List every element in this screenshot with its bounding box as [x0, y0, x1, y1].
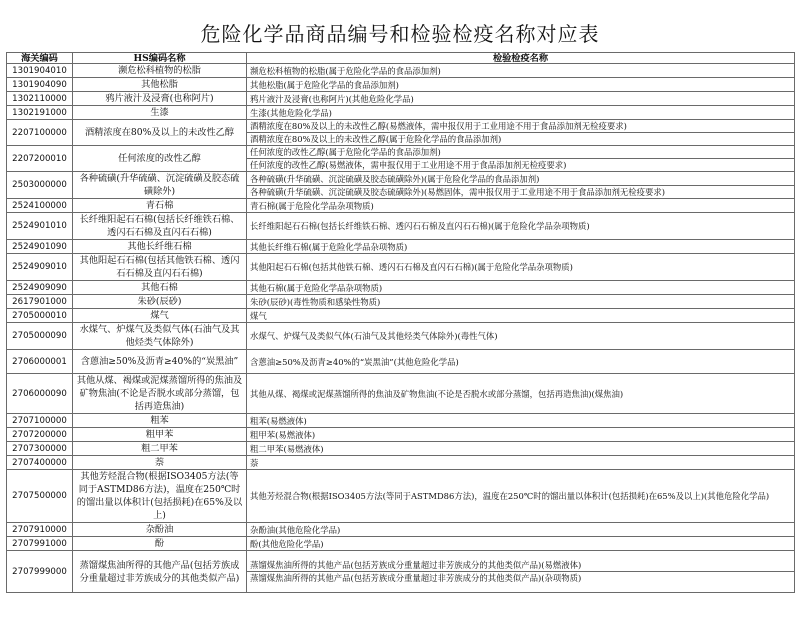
inspection-name-line: 朱砂(辰砂)(毒性物质和感染性物质): [250, 296, 381, 307]
table-row: [7, 551, 795, 593]
hs-name-cell: 酒精浓度在80%及以上的未改性乙醇: [73, 120, 247, 146]
hs-name-cell: 粗甲苯: [73, 428, 247, 442]
table-row: [7, 146, 795, 172]
inspection-name-line: 任何浓度的改性乙醇(属于危险化学品的食品添加剂): [247, 146, 794, 159]
hs-name-cell: 蒸馏煤焦油所得的其他产品(包括芳族成分重量超过非芳族成分的其他类似产品): [73, 551, 247, 593]
table-row: [7, 120, 795, 146]
customs-code-cell: 1302191000: [7, 106, 73, 120]
table-row: [7, 414, 795, 428]
table-row: [7, 92, 795, 106]
table-row: [7, 295, 795, 309]
inspection-name-cell: [247, 254, 795, 281]
inspection-name-cell: [247, 309, 795, 323]
hs-name-cell: 其他石棉: [73, 281, 247, 295]
inspection-name-line: 其他松脂(属于危险化学品的食品添加剂): [250, 79, 399, 90]
table-row: [7, 350, 795, 374]
hs-name-cell: 长纤维阳起石石棉(包括长纤维铁石棉、透闪石石棉及直闪石石棉): [73, 213, 247, 240]
inspection-name-line: 粗甲苯(易燃液体): [250, 429, 316, 440]
inspection-name-line: 粗苯(易燃液体): [250, 415, 307, 426]
header-customs-code: 海关编码: [7, 53, 73, 64]
hs-name-cell: 含蒽油≥50%及沥青≥40%的“炭黑油”: [73, 350, 247, 374]
inspection-name-cell: [247, 428, 795, 442]
inspection-name-line: 含蒽油≥50%及沥青≥40%的“炭黑油”(其他危险化学品): [250, 356, 459, 367]
inspection-name-line: 各种硫磺(升华硫磺、沉淀硫磺及胶态硫磺除外)(属于危险化学品的食品添加剂): [247, 173, 794, 186]
inspection-name-line: 蒸馏煤焦油所得的其他产品(包括芳族成分重量超过非芳族成分的其他类似产品)(杂项物质): [250, 573, 582, 583]
inspection-name-line: 蒸馏煤焦油所得的其他产品(包括芳族成分重量超过非芳族成分的其他类似产品)(易燃液体): [247, 559, 794, 572]
hs-name-cell: 青石棉: [73, 199, 247, 213]
hs-name-cell: 煤气: [73, 309, 247, 323]
inspection-name-line: 濒危松科植物的松脂(属于危险化学品的食品添加剂): [250, 65, 441, 76]
hs-name-cell: 水煤气、炉煤气及类似气体(石油气及其他烃类气体除外): [73, 323, 247, 350]
customs-code-cell: 2707100000: [7, 414, 73, 428]
inspection-name-line: 任何浓度的改性乙醇(易燃液体，需申报仅用于工业用途不用于食品添加剂无检疫要求): [250, 160, 567, 170]
inspection-name-cell: [247, 442, 795, 456]
hs-name-cell: 其他松脂: [73, 78, 247, 92]
customs-code-cell: 2705000090: [7, 323, 73, 350]
inspection-name-line: 其他芳烃混合物(根据ISO3405方法(等同于ASTMD86方法)，温度在250℃时的馏出量以体积计(包括损耗)在65%及以上)(其他危险化学品): [250, 491, 770, 501]
inspection-name-cell: [247, 199, 795, 213]
table-row: [7, 374, 795, 414]
inspection-name-cell: [247, 456, 795, 470]
customs-code-cell: 2503000000: [7, 172, 73, 199]
hs-name-cell: 粗二甲苯: [73, 442, 247, 456]
table-row: [7, 213, 795, 240]
inspection-name-cell: [247, 374, 795, 414]
inspection-name-cell: [247, 350, 795, 374]
hs-name-cell: 生漆: [73, 106, 247, 120]
correspondence-table: [6, 52, 795, 593]
inspection-name-line: 其他长纤维石棉(属于危险化学品杂项物质): [250, 241, 408, 252]
table-row: [7, 281, 795, 295]
inspection-name-line: 杂酚油(其他危险化学品): [250, 524, 341, 535]
inspection-name-cell: [247, 470, 795, 523]
table-row: [7, 78, 795, 92]
inspection-name-cell: [247, 523, 795, 537]
hs-name-cell: 酚: [73, 537, 247, 551]
table-row: [7, 106, 795, 120]
hs-name-cell: 其他从煤、褐煤或泥煤蒸馏所得的焦油及矿物焦油(不论是否脱水或部分蒸馏，包括再造焦油): [73, 374, 247, 414]
inspection-name-line: 酚(其他危险化学品): [250, 538, 324, 549]
inspection-name-cell: [247, 213, 795, 240]
inspection-name-line: 酒精浓度在80%及以上的未改性乙醇(属于危险化学品的食品添加剂): [250, 134, 502, 144]
inspection-name-line: 长纤维阳起石石棉(包括长纤维铁石棉、透闪石石棉及直闪石石棉)(属于危险化学品杂项物质): [250, 221, 590, 231]
inspection-name-cell: [247, 64, 795, 78]
hs-name-cell: 其他长纤维石棉: [73, 240, 247, 254]
customs-code-cell: 2706000001: [7, 350, 73, 374]
table-row: [7, 428, 795, 442]
customs-code-cell: 2705000010: [7, 309, 73, 323]
inspection-name-cell: [247, 323, 795, 350]
header-inspection-name: 检验检疫名称: [247, 53, 795, 64]
header-hs-name: HS编码名称: [73, 53, 247, 64]
inspection-name-cell: [247, 120, 795, 146]
table-row: [7, 64, 795, 78]
customs-code-cell: 2524909090: [7, 281, 73, 295]
customs-code-cell: 2707910000: [7, 523, 73, 537]
inspection-name-line: 酒精浓度在80%及以上的未改性乙醇(易燃液体，需申报仅用于工业用途不用于食品添加剂无检疫要求): [247, 120, 794, 133]
inspection-name-cell: [247, 551, 795, 593]
hs-name-cell: 任何浓度的改性乙醇: [73, 146, 247, 172]
hs-name-cell: 朱砂(辰砂): [73, 295, 247, 309]
table-row: [7, 323, 795, 350]
customs-code-cell: 2524909010: [7, 254, 73, 281]
inspection-name-line: 其他阳起石石棉(包括其他铁石棉、透闪石石棉及直闪石石棉)(属于危险化学品杂项物质): [250, 262, 573, 272]
customs-code-cell: 2707991000: [7, 537, 73, 551]
customs-code-cell: 2617901000: [7, 295, 73, 309]
inspection-name-line: 煤气: [250, 310, 267, 321]
customs-code-cell: 1301904010: [7, 64, 73, 78]
table-row: [7, 523, 795, 537]
table-row: [7, 456, 795, 470]
inspection-name-line: 青石棉(属于危险化学品杂项物质): [250, 200, 374, 211]
hs-name-cell: 濒危松科植物的松脂: [73, 64, 247, 78]
hs-name-cell: 其他阳起石石棉(包括其他铁石棉、透闪石石棉及直闪石石棉): [73, 254, 247, 281]
inspection-name-line: 各种硫磺(升华硫磺、沉淀硫磺及胶态硫磺除外)(易燃固体，需申报仅用于工业用途不用于食品添加剂无检疫要求): [250, 186, 666, 197]
inspection-name-line: 水煤气、炉煤气及类似气体(石油气及其他烃类气体除外)(毒性气体): [250, 331, 498, 341]
inspection-name-cell: [247, 106, 795, 120]
hs-name-cell: 各种硫磺(升华硫磺、沉淀硫磺及胶态硫磺除外): [73, 172, 247, 199]
hs-name-cell: 萘: [73, 456, 247, 470]
customs-code-cell: 2524901090: [7, 240, 73, 254]
inspection-name-line: 生漆(其他危险化学品): [250, 107, 332, 118]
inspection-name-cell: [247, 146, 795, 172]
table-body: [7, 64, 795, 593]
inspection-name-line: 萘: [250, 457, 259, 468]
table-row: [7, 309, 795, 323]
inspection-name-cell: [247, 295, 795, 309]
table-row: [7, 254, 795, 281]
hs-name-cell: 粗苯: [73, 414, 247, 428]
inspection-name-line: 其他从煤、褐煤或泥煤蒸馏所得的焦油及矿物焦油(不论是否脱水或部分蒸馏，包括再造焦油)(煤焦油): [250, 388, 624, 399]
table-header-row: [7, 53, 795, 64]
table-row: [7, 470, 795, 523]
customs-code-cell: 1301904090: [7, 78, 73, 92]
table-row: [7, 442, 795, 456]
inspection-name-cell: [247, 78, 795, 92]
customs-code-cell: 2207100000: [7, 120, 73, 146]
inspection-name-cell: [247, 414, 795, 428]
customs-code-cell: 2706000090: [7, 374, 73, 414]
inspection-name-line: 其他石棉(属于危险化学品杂项物质): [250, 282, 383, 293]
inspection-name-cell: [247, 537, 795, 551]
document-title: 危险化学品商品编号和检验检疫名称对应表: [200, 22, 600, 46]
customs-code-cell: 2707200000: [7, 428, 73, 442]
inspection-name-cell: [247, 172, 795, 199]
table-row: [7, 240, 795, 254]
customs-code-cell: 2707999000: [7, 551, 73, 593]
hs-name-cell: 鸦片液汁及浸膏(也称阿片): [73, 92, 247, 106]
table-row: [7, 199, 795, 213]
customs-code-cell: 2707500000: [7, 470, 73, 523]
hs-name-cell: 其他芳烃混合物(根据ISO3405方法(等同于ASTMD86方法)，温度在250℃时的馏出量以体积计(包括损耗)在65%及以上): [73, 470, 247, 523]
inspection-name-line: 粗二甲苯(易燃液体): [250, 443, 324, 454]
inspection-name-cell: [247, 281, 795, 295]
table-row: [7, 537, 795, 551]
customs-code-cell: 2207200010: [7, 146, 73, 172]
customs-code-cell: 1302110000: [7, 92, 73, 106]
customs-code-cell: 2707400000: [7, 456, 73, 470]
customs-code-cell: 2524901010: [7, 213, 73, 240]
inspection-name-cell: [247, 92, 795, 106]
customs-code-cell: 2524100000: [7, 199, 73, 213]
inspection-name-cell: [247, 240, 795, 254]
inspection-name-line: 鸦片液汁及浸膏(也称阿片)(其他危险化学品): [250, 93, 414, 104]
hs-name-cell: 杂酚油: [73, 523, 247, 537]
customs-code-cell: 2707300000: [7, 442, 73, 456]
table-row: [7, 172, 795, 199]
